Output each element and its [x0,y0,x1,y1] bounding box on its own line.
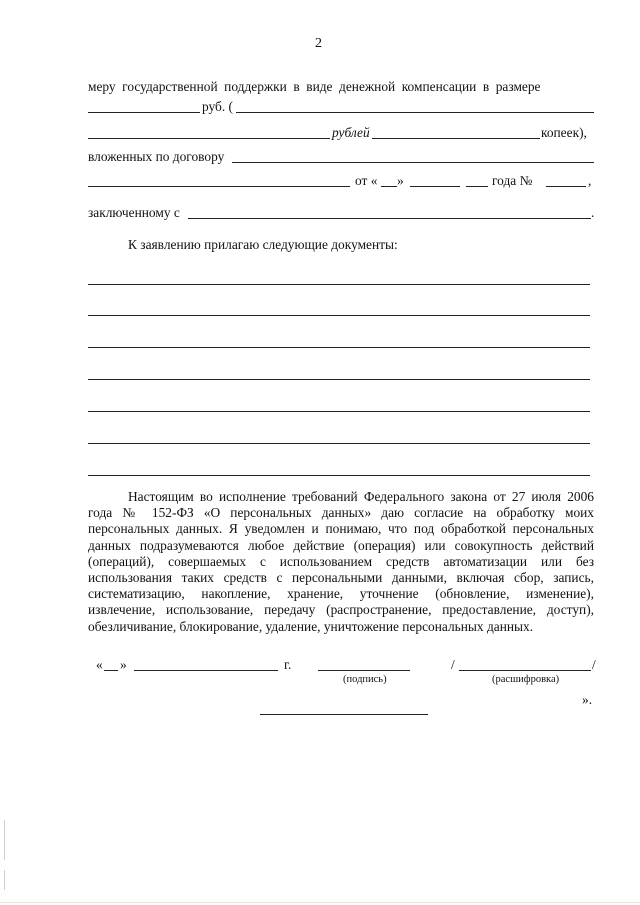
attachment-line-4[interactable] [88,379,590,380]
slash-left: / [451,657,455,672]
concluded-with-label: заключенному с [88,205,180,220]
slash-right: / [592,657,596,672]
name-decoding-field[interactable] [459,670,591,671]
counterparty-field[interactable] [188,218,591,219]
sign-quote-close: » [120,657,127,672]
attachment-line-3[interactable] [88,347,590,348]
left-scan-edge-2 [4,870,5,890]
amount-words-field-2[interactable] [88,138,330,139]
kopeek-field[interactable] [372,138,540,139]
compensation-text-line: меру государственной поддержки в виде денежной компенсации в размере [88,79,541,94]
year-suffix: г. [284,657,292,672]
rub-label: руб. ( [202,99,234,114]
kopeek-label: копеек), [541,125,587,140]
contract-field[interactable] [232,162,594,163]
closing-quote: ». [582,692,593,707]
period: . [591,205,595,220]
attachment-line-5[interactable] [88,411,590,412]
sign-quote-open: « [96,657,103,672]
month-field[interactable] [410,186,460,187]
amount-digits-field[interactable] [88,112,200,113]
sign-month-field[interactable] [134,670,278,671]
consent-paragraph: Настоящим во исполнение требований Федерального закона от 27 июля 2006 года № 152-ФЗ «О персональных данных» даю согласие на обработку моих персональных данных. Я уведомлен и понимаю, что под обработкой персональных данных подразумеваются любое действие (операция) или совокупность действий (операций), совершаемых с использованием средств автоматизации или без использования таких средств с персональными данными, включая сбор, запись, систематизацию, накопление, хранение, уточнение (обновление, изменение), извлечение, использование, передачу (распространение, предоставление, доступ), обезличивание, блокирование, удаление, уничтожение персональных данных. [88,489,594,634]
attachment-line-1[interactable] [88,284,590,285]
attachment-line-2[interactable] [88,315,590,316]
day-field[interactable] [381,186,397,187]
year-field[interactable] [466,186,488,187]
contract-label: вложенных по договору [88,149,225,164]
amount-words-field-1[interactable] [236,112,594,113]
signature-caption: (подпись) [343,674,387,685]
page-number: 2 [315,36,322,51]
year-label: года № [492,173,533,188]
bottom-scan-edge [0,902,640,903]
attachments-heading: К заявлению прилагаю следующие документы: [128,237,398,252]
contract-field-2[interactable] [88,186,350,187]
date-quote-close: » [397,173,404,188]
footer-line [260,714,428,715]
rubley-label: рублей [332,125,370,140]
comma: , [588,173,592,188]
left-scan-edge-1 [4,820,5,860]
sign-day-field[interactable] [104,670,118,671]
date-from-label: от « [355,173,378,188]
attachment-line-7[interactable] [88,475,590,476]
signature-field[interactable] [318,670,410,671]
contract-number-field[interactable] [546,186,586,187]
attachment-line-6[interactable] [88,443,590,444]
decoding-caption: (расшифровка) [492,674,560,685]
